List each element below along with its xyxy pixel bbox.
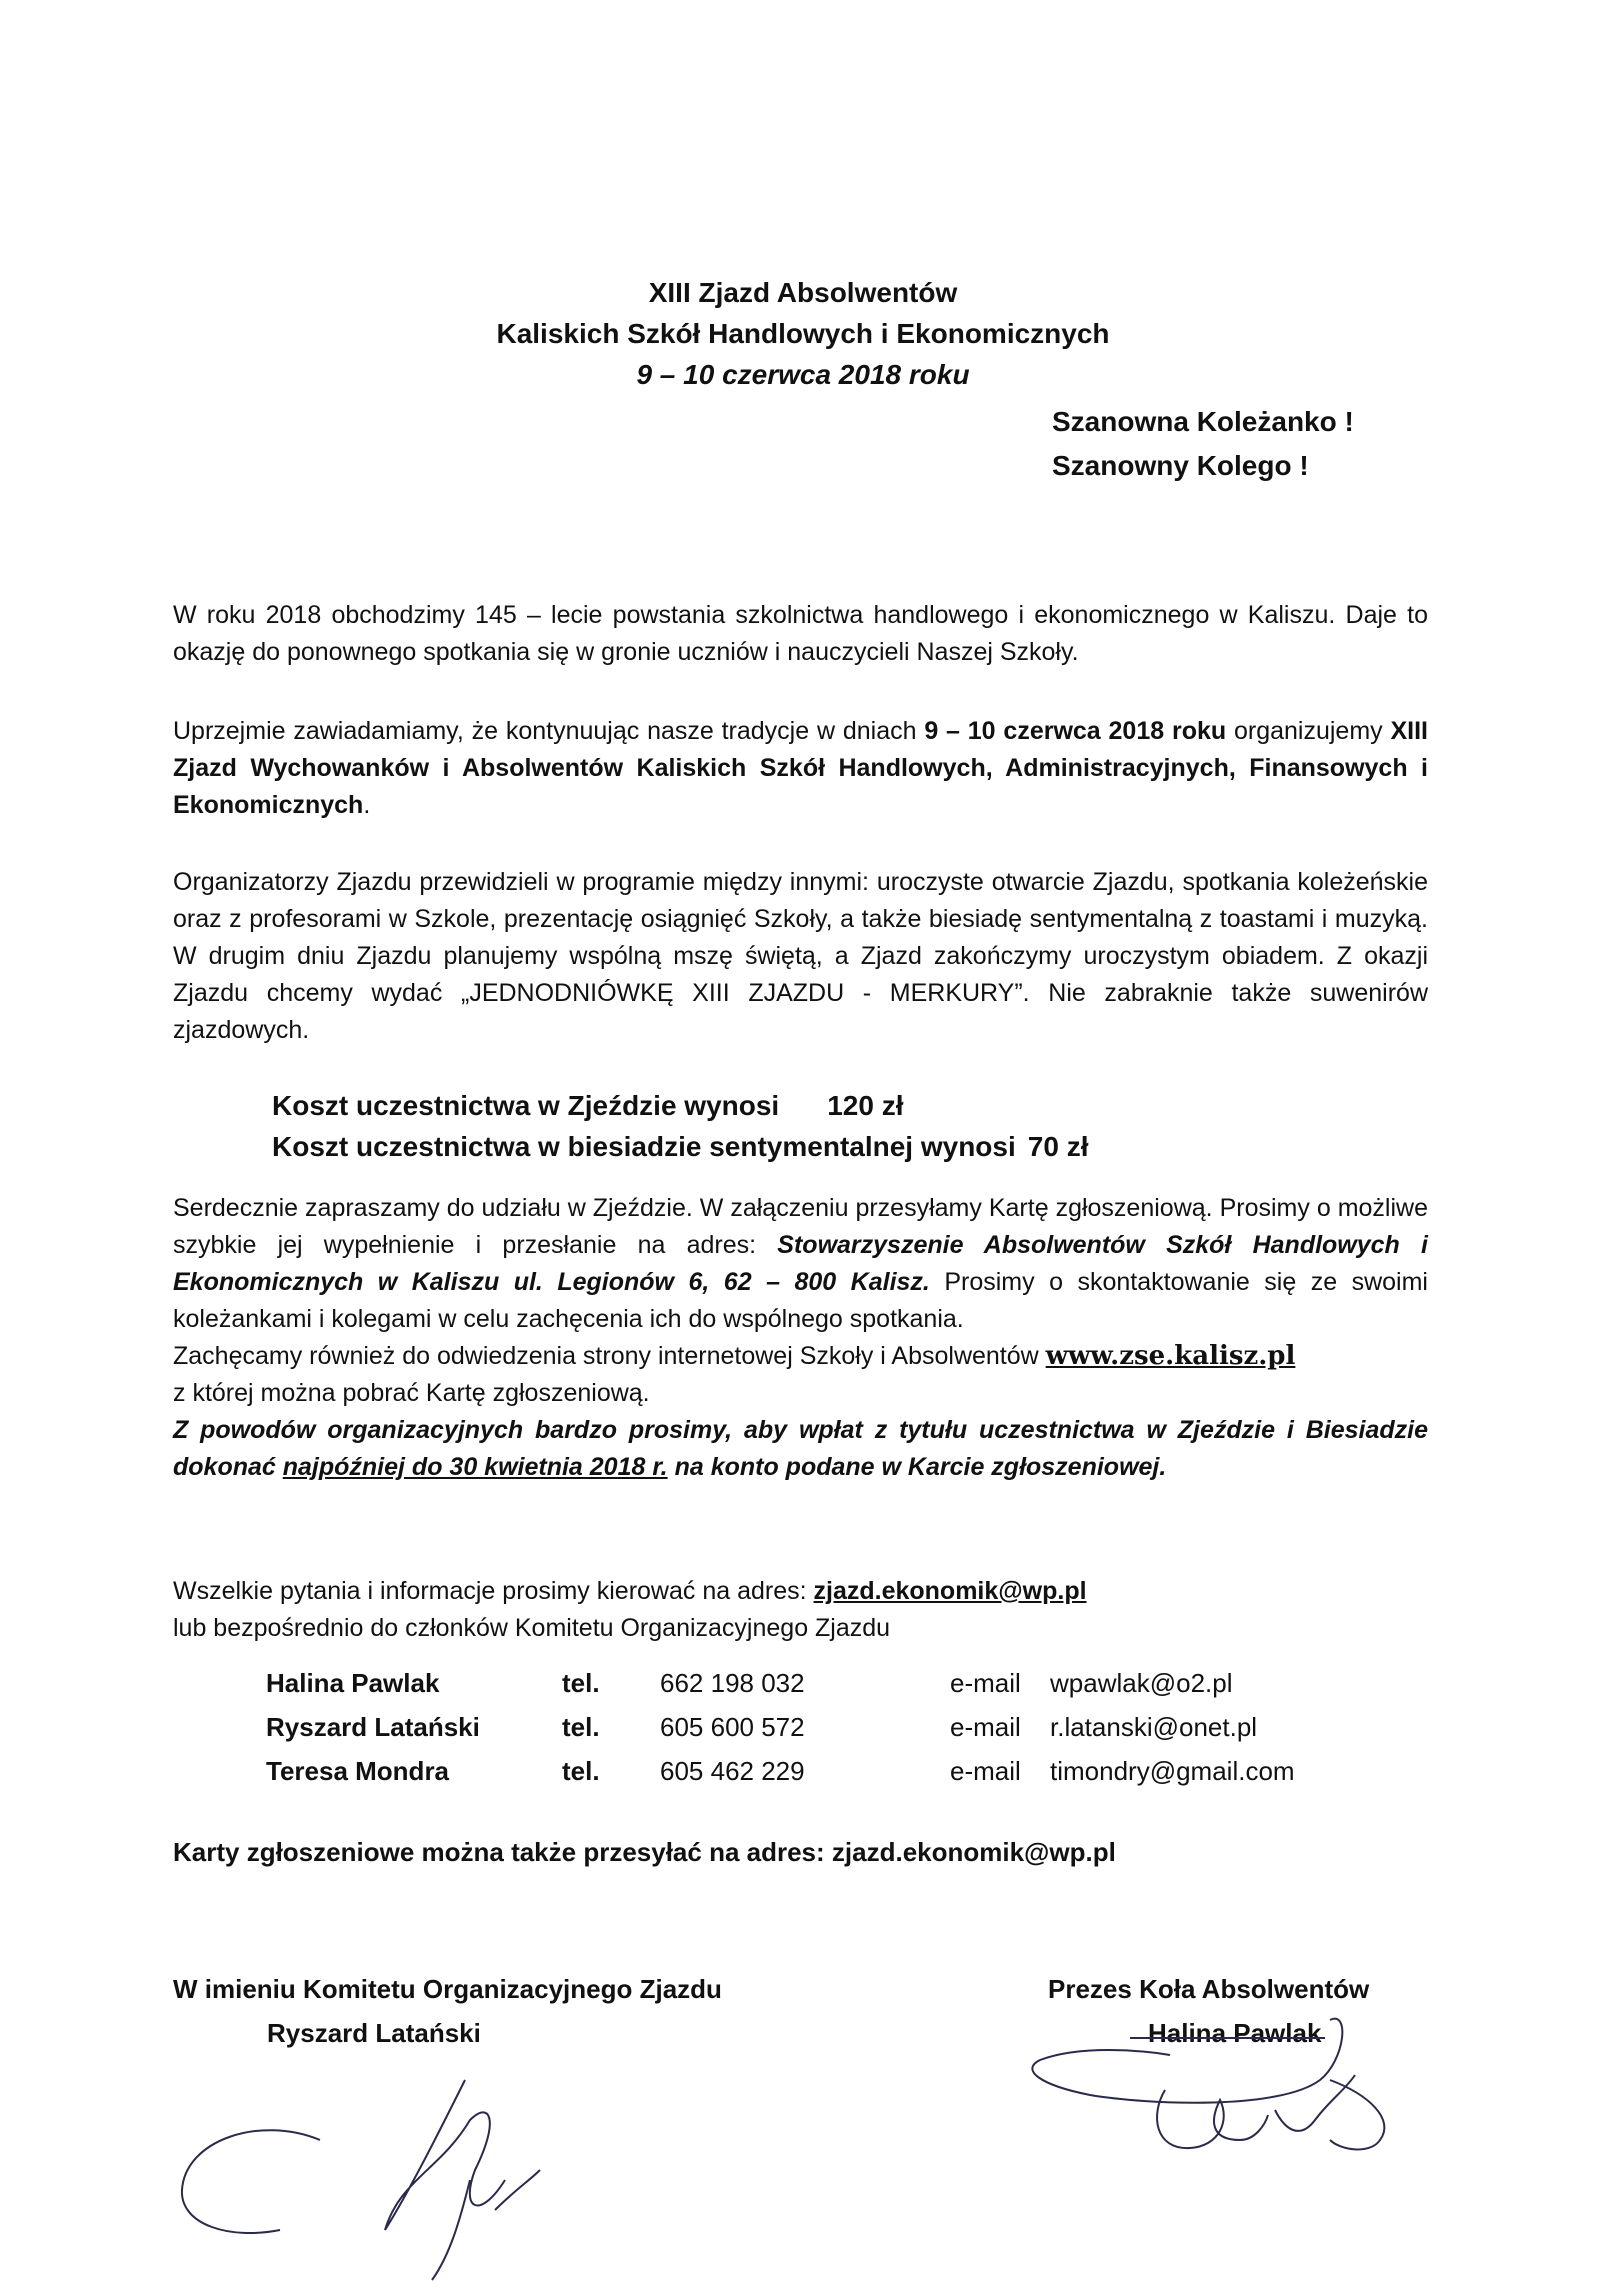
handwritten-signature-left [170,2060,590,2285]
invitation-text-a: Serdecznie zapraszamy do udziału w Zjeździe. W załączeniu przesyłamy Kartę zgłoszeniową. Prosimy o możliwe szybkie jej wypełnienie i przesłanie na adres: [173,1194,1428,1259]
contact-email[interactable]: timondry@gmail.com [1050,1756,1295,1786]
paragraph-anniversary: W roku 2018 obchodzimy 145 – lecie powstania szkolnictwa handlowego i ekonomicznego w Kaliszu. Daje to okazję do ponownego spotkania się w gronie uczniów i nauczycieli Naszej Szkoły. [173,601,1428,666]
signature-left-title: W imieniu Komitetu Organizacyjnego Zjazdu [173,1974,722,2004]
invitation-text-d: z której można pobrać Kartę zgłoszeniową. [173,1379,650,1407]
signature-block-left [173,1967,722,2055]
contact-name: Ryszard Latański [266,1712,480,1742]
contact-phone: 662 198 032 [660,1668,805,1698]
announcement-event: XIII Zjazd Wychowanków i Absolwentów Kaliskich Szkół Handlowych, Administracyjnych, Finansowych i Ekonomicznych [173,717,1428,819]
website-link[interactable]: www.zse.kalisz.pl [1045,1341,1296,1371]
contact-name: Teresa Mondra [266,1756,450,1786]
announcement-date: 9 – 10 czerwca 2018 roku [924,717,1227,745]
handwritten-signature-right [1000,2000,1420,2170]
paragraph-invitation [173,1190,1428,1486]
contacts-table [266,1661,1295,1793]
cost-amount: 70 zł [1027,1131,1089,1162]
contact-email[interactable]: r.latanski@onet.pl [1050,1712,1258,1742]
title-date: 9 – 10 czerwca 2018 roku [636,359,970,390]
contact-name: Halina Pawlak [266,1668,440,1698]
greeting-line-2: Szanowny Kolego ! [1052,450,1309,481]
contact-text-a: Wszelkie pytania i informacje prosimy kierować na adres: [173,1577,814,1605]
title-line-2: Kaliskich Szkół Handlowych i Ekonomicznych [496,318,1110,349]
contact-phone: 605 462 229 [660,1756,805,1786]
deadline-date: najpóźniej do 30 kwietnia 2018 r. [282,1453,668,1481]
contact-email-label: e-mail [950,1668,1021,1698]
announcement-text-a: Uprzejmie zawiadamiamy, że kontynuując nasze tradycje w dniach [173,717,925,745]
cost-row-congress [272,1085,1088,1126]
costs-block [272,1085,1088,1167]
paragraph-program: Organizatorzy Zjazdu przewidzieli w programie między innymi: uroczyste otwarcie Zjazdu, spotkania koleżeńskie oraz z profesorami w Szkole, prezentację osiągnięć Szkoły, a także biesiadę sentymentalną z toastami i muzyką. W drugim dniu Zjazdu planujemy wspólną mszę świętą, a Zjazd zakończymy uroczystym obiadem. Z okazji Zjazdu chcemy wydać „JEDNODNIÓWKĘ XIII ZJAZDU - MERKURY”. Nie zabraknie także suwenirów zjazdowych. [173,868,1428,1044]
cost-row-banquet [272,1126,1088,1167]
contact-row [266,1661,1295,1705]
paragraph-announcement [173,713,1428,824]
letter-title [0,272,1606,395]
contact-row [266,1749,1295,1793]
signature-left-name: Ryszard Latański [267,2018,481,2048]
signature-right-name: Halina Pawlak [1148,2018,1322,2048]
contact-text-b: lub bezpośrednio do członków Komitetu Organizacyjnego Zjazdu [173,1614,891,1642]
signature-right-title: Prezes Koła Absolwentów [1048,1974,1370,2004]
deadline-text-b: na konto podane w Karcie zgłoszeniowej. [667,1453,1167,1481]
announcement-text-b: organizujemy [1226,717,1391,745]
contact-email[interactable]: wpawlak@o2.pl [1050,1668,1233,1698]
contact-email-label: e-mail [950,1712,1021,1742]
contact-tel-label: tel. [562,1712,600,1742]
footer-note: Karty zgłoszeniowe można także przesyłać na adres: zjazd.ekonomik@wp.pl [173,1837,1116,1867]
contact-email-link[interactable]: zjazd.ekonomik@wp.pl [813,1577,1087,1605]
title-line-1: XIII Zjazd Absolwentów [648,277,958,308]
deadline-text-a: Z powodów organizacyjnych bardzo prosimy, aby wpłat z tytułu uczestnictwa w Zjeździe i Biesiadzie dokonać [173,1416,1428,1481]
invitation-text-b: Prosimy o skontaktowanie się ze swoimi koleżankami i kolegami w celu zachęcenia ich do wspólnego spotkania. [173,1268,1428,1333]
contact-row [266,1705,1295,1749]
cost-amount: 120 zł [827,1090,904,1121]
contact-phone: 605 600 572 [660,1712,805,1742]
mailing-address: Stowarzyszenie Absolwentów Szkół Handlowych i Ekonomicznych w Kaliszu ul. Legionów 6, 62 – 800 Kalisz. [173,1231,1428,1296]
contact-tel-label: tel. [562,1756,600,1786]
greeting [1052,400,1354,488]
cost-label: Koszt uczestnictwa w Zjeździe wynosi [272,1090,780,1121]
contact-tel-label: tel. [562,1668,600,1698]
paragraph-contact-info [173,1573,1428,1647]
contact-email-label: e-mail [950,1756,1021,1786]
greeting-line-1: Szanowna Koleżanko ! [1052,406,1354,437]
cost-label: Koszt uczestnictwa w biesiadzie sentymentalnej wynosi [272,1131,1016,1162]
announcement-text-c: . [363,791,371,819]
invitation-text-c: Zachęcamy również do odwiedzenia strony internetowej Szkoły i Absolwentów [173,1342,1046,1370]
